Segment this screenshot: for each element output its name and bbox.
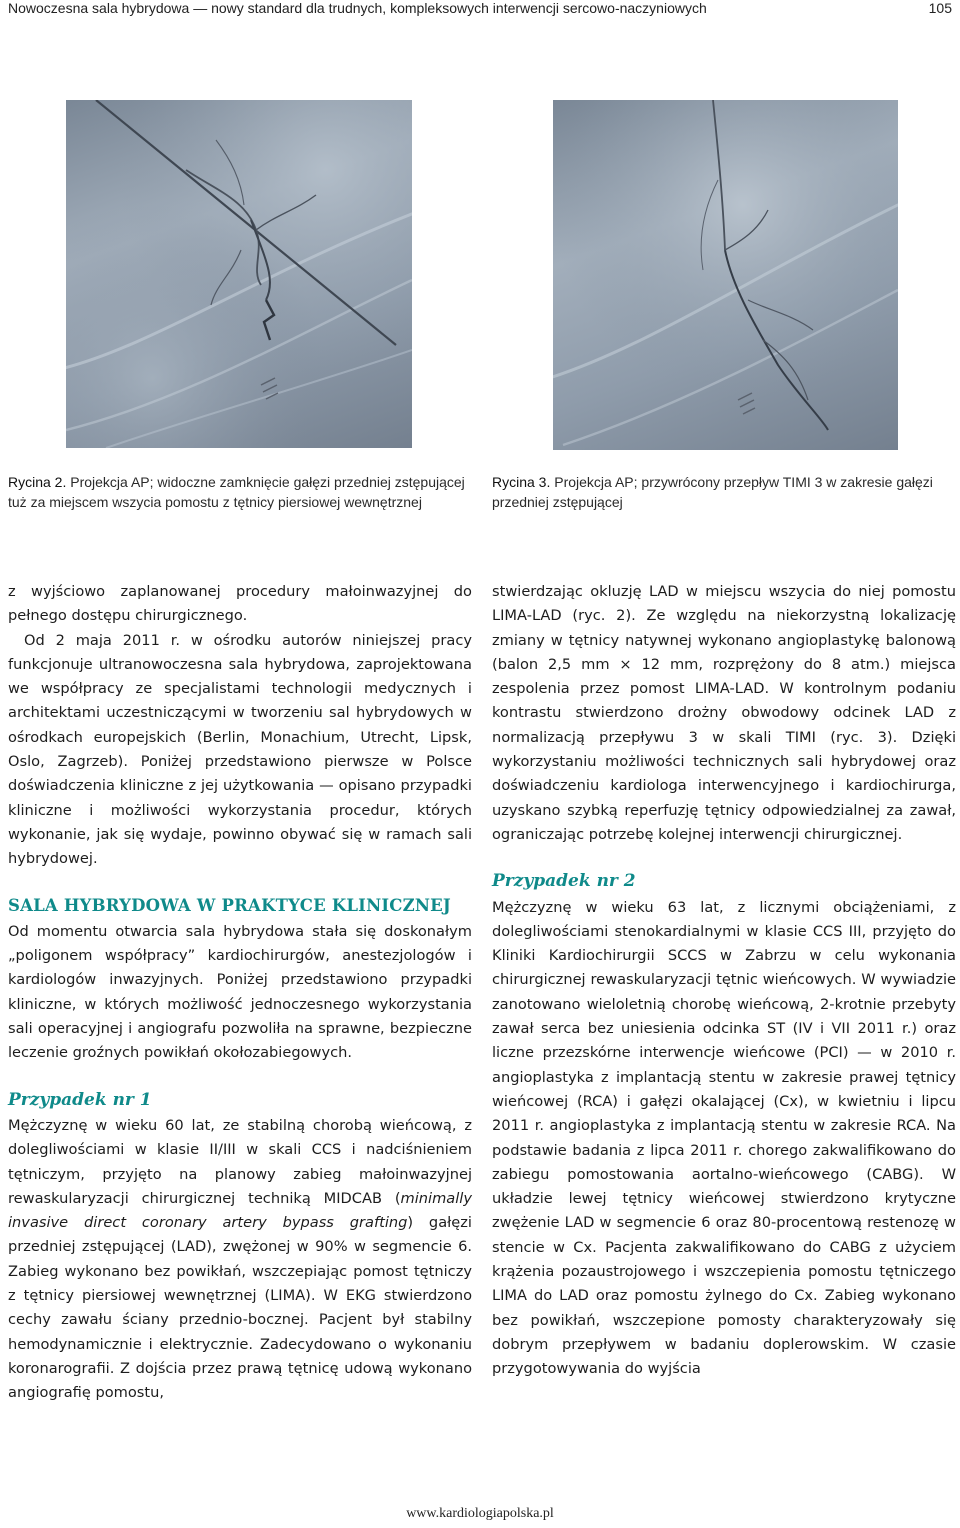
case-2-heading: Przypadek nr 2: [492, 871, 636, 892]
figure-3-label: Rycina 3.: [492, 474, 551, 490]
paragraph: Od momentu otwarcia sala hybrydowa stała się doskonałym „poligonem współpracy” kardiochirurgów, anestezjologów i kardiologów inwazyjnych. Poniżej przedstawiono przypadki kliniczne, w których możliwość jednoczesnego wykorzystania sali operacyjnej i angiografu pozwoliła na sprawne, bezpieczne leczenie groźnych powikłań okołozabiegowych.: [8, 922, 472, 1062]
paragraph: Mężczyznę w wieku 63 lat, z licznymi obciążeniami, z dolegliwościami stenokardialnymi w klasie CCS III, przyjęto do Kliniki Kardiochirurgii SCCS w Zabrzu w celu wykonania chirurgicznej rewaskularyzacji tętnic wieńcowych. W wywiadzie zanotowano wieloletnią chorobę wieńcową, 2-krotnie przebyty zawał serca bez uniesienia odcinka ST (IV i VII 2011 r.) oraz liczne przezskórne interwencje wieńcowe (PCI) — w 2010 r. angioplastyka z implantacją stentu w zakresie prawej tętnicy wieńcowej (RCA) i gałęzi okalającej (Cx), w kwietniu i lipcu 2011 r. angioplastyka z implantacją stentu w zakresie RCA. Na podstawie badania z lipca 2011 r. chorego zakwalifikowano do zabiegu pomostowania aortalno-wieńcowego (CABG). W układzie lewej tętnicy wieńcowej stwierdzono krytyczne zwężenie LAD w segmencie 6 oraz 80-procentową restenozę w stencie w Cx. Pacjenta zakwalifikowano do CABG z użyciem krążenia pozaustrojowego i wszczepienia pomostu tętniczego LIMA do LAD oraz pomostu żylnego do Cx. Zabieg wykonano bez powikłań, wszczepione pomosty charakteryzowały się dobrym przepływem w badaniu doplerowskim. W czasie przygotowywania do wyjścia: [492, 898, 956, 1378]
figure-3-angiogram-image: [553, 100, 898, 450]
section-heading: SALA HYBRYDOWA W PRAKTYCE KLINICZNEJ: [8, 895, 451, 915]
figure-2-angiogram-image: [66, 100, 412, 448]
figure-2-label: Rycina 2.: [8, 474, 67, 490]
running-header: [8, 0, 952, 22]
paragraph: Od 2 maja 2011 r. w ośrodku autorów niniejszej pracy funkcjonuje ultranowoczesna sala hybrydowa, zaprojektowana we współpracy ze specjalistami technologii medycznych i architektami uczestniczącymi w tworzeniu sal hybrydowych w ośrodkach europejskich (Berlin, Monachium, Utrecht, Lipsk, Oslo, Zagrzeb). Poniżej przedstawiono pierwsze w Polsce doświadczenia kliniczne z jej użytkowania — opisano przypadki kliniczne i możliwości wykorzystania procedur, których wykonanie, jak się wydaje, powinno obywać się w ramach sali hybrydowej.: [8, 631, 472, 868]
running-title: Nowoczesna sala hybrydowa — nowy standard dla trudnych, kompleksowych interwencji sercowo-naczyniowych: [8, 0, 707, 16]
figure-2-caption-text: Projekcja AP; widoczne zamknięcie gałęzi przedniej zstępującej tuż za miejscem wszycia pomostu z tętnicy piersiowej wewnętrznej: [8, 474, 465, 510]
figure-3-caption: [492, 472, 954, 512]
left-text-column: [8, 580, 472, 1406]
paragraph: [8, 1114, 472, 1406]
paragraph: z wyjściowo zaplanowanej procedury małoinwazyjnej do pełnego dostępu chirurgicznego.: [8, 583, 472, 625]
italic-term: minimally invasive direct coronary artery bypass grafting: [8, 1189, 472, 1232]
paragraph-part: Mężczyznę w wieku 60 lat, ze stabilną chorobą wieńcową, z dolegliwościami w klasie II/III w skali CCS i nadciśnieniem tętniczym, przyjęto na planowy zabieg małoinwazyjnej rewaskularyzacji chirurgicznej techniką MIDCAB (: [8, 1116, 472, 1207]
angiogram-illustration: [553, 100, 898, 450]
right-text-column: [492, 580, 956, 1382]
page-number: 105: [928, 0, 952, 16]
angiogram-illustration: [66, 100, 412, 448]
paragraph-part: ) gałęzi przedniej zstępującej (LAD), zwężonej w 90% w segmencie 6. Zabieg wykonano bez powikłań, wszczepiając pomost tętniczy z tętnicy piersiowej wewnętrznej (LIMA). W EKG stwierdzono cechy zawału ściany przednio-bocznej. Pacjent był stabilny hemodynamicznie i elektrycznie. Zadecydowano o wykonaniu koronarografii. Z dojścia przez prawą tętnicę udową wykonano angiografię pomostu,: [8, 1214, 472, 1402]
paragraph: stwierdzając okluzję LAD w miejscu wszycia do niej pomostu LIMA-LAD (ryc. 2). Ze względu na niekorzystną lokalizację zmiany w tętnicy natywnej wykonano angioplastykę balonową (balon 2,5 mm × 12 mm, rozprężony do 8 atm.) miejsca zespolenia przez pomost LIMA-LAD. W kontrolnym podaniu kontrastu stwierdzono drożny obwodowy odcinek LAD z normalizacją przepływu 3 w skali TIMI (ryc. 3). Dzięki wykorzystaniu możliwości technicznych sali hybrydowej oraz doświadczeniu kardiologa interwencyjnego i kardiochirurga, uzyskano szybką reperfuzję tętnicy odpowiedzialnej za zawał, ograniczając potrzebę kolejnej interwencji chirurgicznej.: [492, 583, 956, 843]
footer-url[interactable]: www.kardiologiapolska.pl: [406, 1506, 554, 1521]
figure-3-caption-text: Projekcja AP; przywrócony przepływ TIMI 3 w zakresie gałęzi przedniej zstępującej: [492, 474, 933, 510]
figure-2-caption: [8, 472, 472, 512]
case-1-heading: Przypadek nr 1: [8, 1089, 152, 1110]
